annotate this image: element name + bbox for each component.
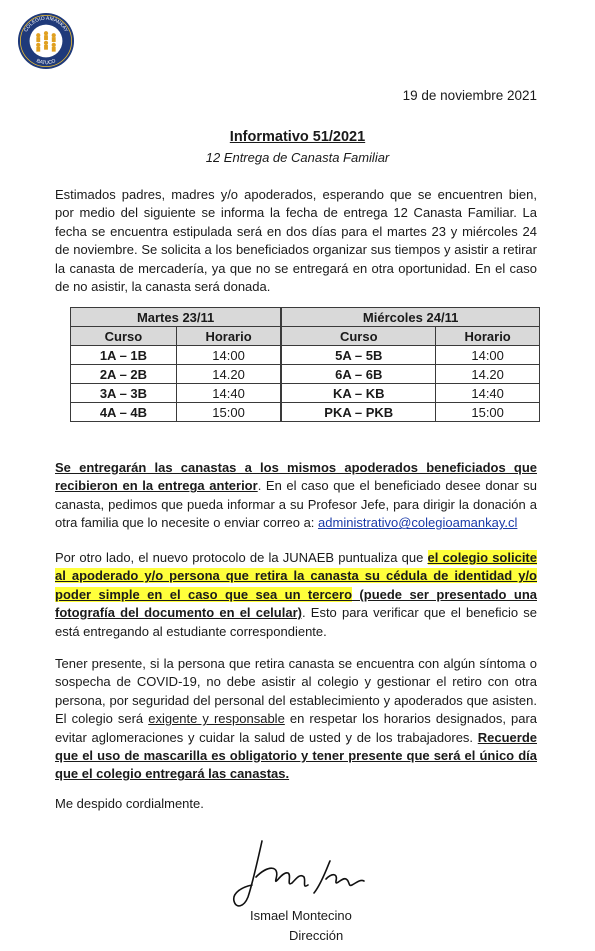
time-cell: 14:00 bbox=[436, 346, 540, 365]
document-date: 19 de noviembre 2021 bbox=[402, 88, 537, 103]
document-subtitle: 12 Entrega de Canasta Familiar bbox=[205, 150, 390, 165]
course-cell: PKA – PKB bbox=[281, 403, 436, 422]
table-row bbox=[71, 365, 540, 384]
table-row bbox=[71, 346, 540, 365]
table-row bbox=[71, 403, 540, 422]
junaeb-lead-text: Por otro lado, el nuevo protocolo de la JUNAEB puntualiza que bbox=[55, 550, 428, 565]
document-title: Informativo 51/2021 bbox=[229, 129, 366, 145]
time-cell: 14:40 bbox=[436, 384, 540, 403]
col-course-header: Curso bbox=[71, 327, 177, 346]
intro-paragraph: Estimados padres, madres y/o apoderados, esperando que se encuentren bien, por medio del siguiente se informa la fecha de entrega 12 Canasta Familiar. La fecha se encuentra estipulada será en dos días para el martes 23 y miércoles 24 de noviembre. Se solicita a los beneficiados organizar sus tiempos y asistir a retirar la canasta de mercadería, ya que no se entregará en otra oportunidad. En el caso de no asistir, la canasta será donada. bbox=[55, 187, 537, 295]
signer-name: Ismael Montecino bbox=[250, 908, 352, 923]
time-cell: 14.20 bbox=[176, 365, 281, 384]
course-cell: 6A – 6B bbox=[281, 365, 436, 384]
course-cell: 1A – 1B bbox=[71, 346, 177, 365]
closing-line: Me despido cordialmente. bbox=[55, 796, 204, 811]
time-cell: 14.20 bbox=[436, 365, 540, 384]
id-requirement-highlight: el colegio solicite al apoderado y/o persona que retira la canasta su cédula de identidad y/o poder simple en el caso que sea un tercero bbox=[55, 550, 537, 602]
seal-ring-bottom-text: BATUCO bbox=[35, 57, 57, 67]
same-beneficiaries-notice: Se entregarán las canastas a los mismos apoderados beneficiados que recibieron en la entrega anterior bbox=[55, 460, 537, 494]
course-cell: 4A – 4B bbox=[71, 403, 177, 422]
donation-text: . En el caso que el beneficiado desee donar su canasta, pedimos que pueda informar a su Profesor Jefe, para dirigir la donación a otra familia que lo necesite o enviar correo a: bbox=[55, 478, 537, 531]
junaeb-paragraph bbox=[55, 549, 537, 641]
course-cell: 2A – 2B bbox=[71, 365, 177, 384]
donation-paragraph bbox=[55, 459, 537, 533]
time-cell: 14:40 bbox=[176, 384, 281, 403]
course-cell: 3A – 3B bbox=[71, 384, 177, 403]
signer-role: Dirección bbox=[289, 928, 344, 943]
time-cell: 14:00 bbox=[176, 346, 281, 365]
covid-paragraph bbox=[55, 655, 537, 784]
school-seal-logo bbox=[17, 12, 75, 70]
col-time-header: Horario bbox=[176, 327, 281, 346]
course-cell: KA – KB bbox=[281, 384, 436, 403]
photo-allowed-note: (puede ser presentado una fotografía del documento en el celular) bbox=[55, 586, 537, 621]
course-cell: 5A – 5B bbox=[281, 346, 436, 365]
col-time-header: Horario bbox=[436, 327, 540, 346]
time-cell: 15:00 bbox=[436, 403, 540, 422]
time-cell: 15:00 bbox=[176, 403, 281, 422]
schedule-table bbox=[70, 307, 540, 422]
day2-header: Miércoles 24/11 bbox=[281, 308, 539, 327]
covid-text-1: Tener presente, si la persona que retira canasta se encuentra con algún síntoma o sospecha de COVID-19, no debe asistir al colegio y gestionar el retiro con otra persona, por seguridad del personal del establecimiento y apoderados que asisten. El colegio será bbox=[55, 656, 537, 727]
col-course-header: Curso bbox=[281, 327, 436, 346]
demanding-responsible-text: exigente y responsable bbox=[148, 711, 285, 727]
table-row bbox=[71, 384, 540, 403]
email-link[interactable]: administrativo@colegioamankay.cl bbox=[318, 515, 518, 531]
mask-reminder: Recuerde que el uso de mascarilla es obligatorio y tener presente que será el único día que el colegio entregará las canastas. bbox=[55, 729, 537, 782]
covid-text-2: en respetar los horarios designados, para evitar aglomeraciones y cuidar la salud de usted y de los trabajadores. bbox=[55, 711, 537, 745]
junaeb-tail-text: . Esto para verificar que el beneficio se está entregando al estudiante correspondiente. bbox=[55, 605, 537, 639]
seal-ring-top-text: COLEGIO AMANKAY bbox=[23, 15, 69, 34]
day1-header: Martes 23/11 bbox=[71, 308, 282, 327]
